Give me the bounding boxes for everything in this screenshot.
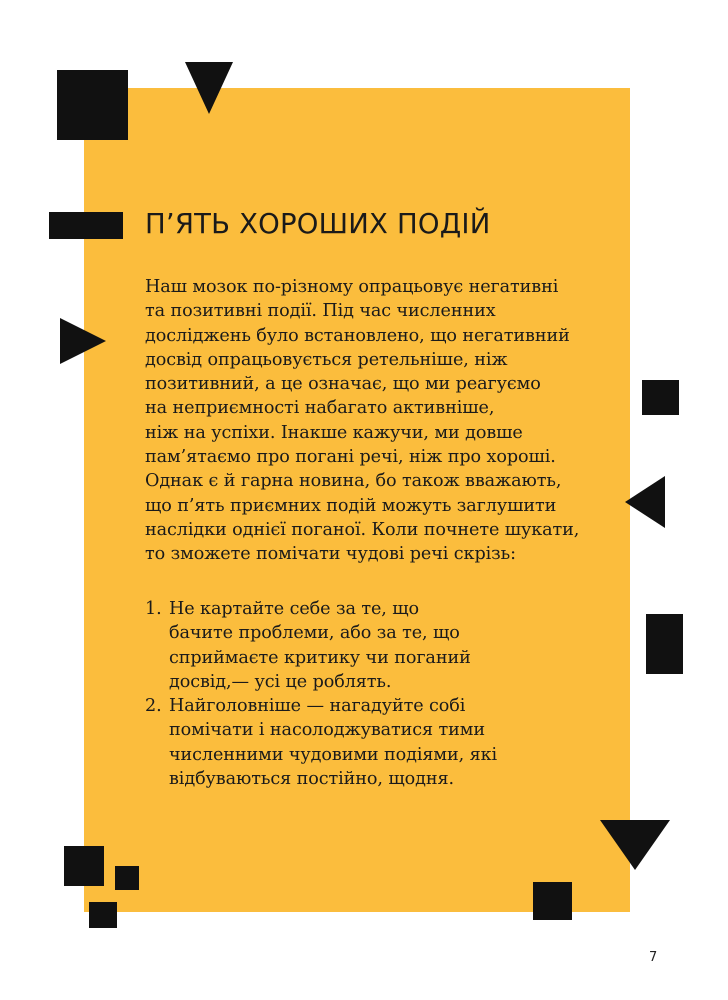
list-item-text [169,597,471,694]
triangle-bottom-right [600,820,670,870]
paragraph-line: та позитивні події. Під час численних [145,301,496,322]
list-line: бачите проблеми, або за те, що [169,623,460,644]
paragraph-line: наслідки однієї поганої. Коли почнете шукати, [145,519,580,540]
list-line: Не картайте себе за те, що [169,599,420,619]
paragraph-line: Наш мозок по-різному опрацьовує негативні [145,277,559,297]
triangle-right [625,476,665,528]
square-bottom-left-lower [89,902,117,928]
bar-left-title [49,212,123,239]
square-bottom-left-small [115,866,139,890]
list-line: сприймаєте критику чи поганий [169,647,471,668]
list-line: відбуваються постійно, щодня. [169,769,454,790]
paragraph-line: Однак є й гарна новина, бо також вважають, [145,471,562,492]
paragraph-line: позитивний, а це означає, що ми реагуємо [145,374,541,395]
list-number: 1. [145,599,162,619]
list-line: досвід,— усі це роблять. [169,671,392,692]
page-title: П’ЯТЬ ХОРОШИХ ПОДІЙ [145,208,491,240]
list-number: 2. [145,696,162,717]
bar-right [646,614,683,674]
tips-list [145,597,497,791]
page-number: 7 [649,950,658,965]
triangle-left [60,318,106,364]
square-bottom-left-large [64,846,104,886]
list-line: численними чудовими подіями, які [169,744,498,765]
square-top-left [57,70,128,140]
square-bottom-right [533,882,572,920]
paragraph-line: на неприємності набагато активніше, [145,398,495,419]
paragraph-line: досліджень було встановлено, що негативний [145,325,570,346]
list-item-text [169,694,497,791]
list-item [145,694,497,791]
list-item [145,597,497,694]
triangle-top [185,62,233,114]
paragraph-line: то зможете помічати чудові речі скрізь: [145,544,516,565]
list-line: помічати і насолоджуватися тими [169,720,485,741]
paragraph-line: досвід опрацьовується ретельніше, ніж [145,349,508,370]
paragraph-line: ніж на успіхи. Інакше кажучи, ми довше [145,422,523,443]
intro-paragraph [145,275,605,567]
paragraph-line: пам’ятаємо про погані речі, ніж про хороші. [145,447,556,468]
paragraph-line: що п’ять приємних подій можуть заглушити [145,495,557,516]
square-right-top [642,380,679,415]
list-line: Найголовніше — нагадуйте собі [169,696,466,717]
